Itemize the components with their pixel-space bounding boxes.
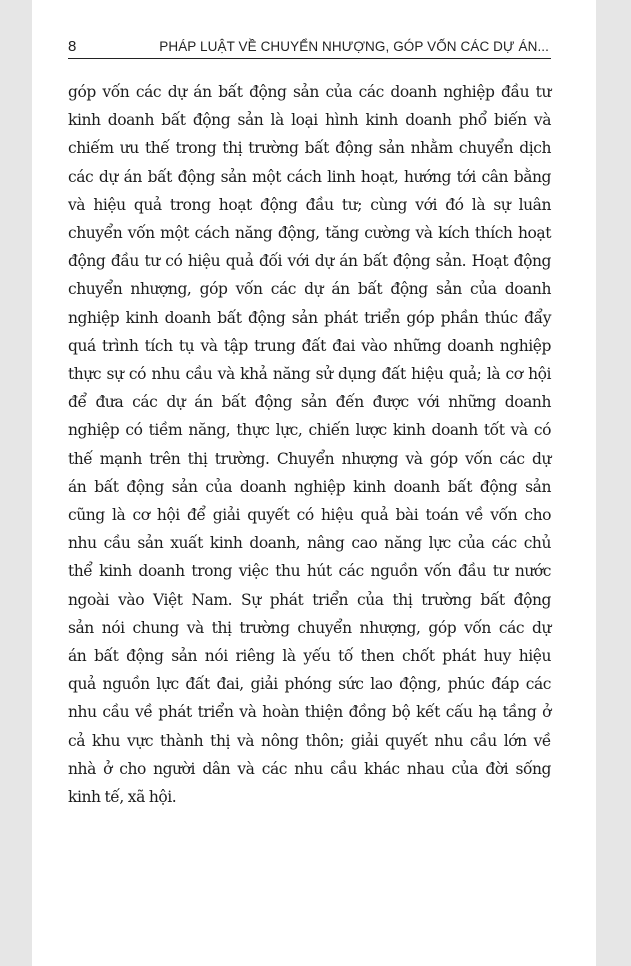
text-line: góp vốn các dự án bất động sản của các doanh nghiệp đầu tư xyxy=(68,83,551,101)
text-line: cả khu vực thành thị và nông thôn; giải quyết nhu cầu lớn về xyxy=(68,731,551,750)
text-line: nhu cầu về phát triển và hoàn thiện đồng bộ kết cấu hạ tầng ở xyxy=(68,703,551,722)
text-line: để đưa các dự án bất động sản đến được với những doanh xyxy=(68,393,551,412)
text-line: cũng là cơ hội để giải quyết có hiệu quả bài toán về vốn cho xyxy=(68,506,551,525)
text-line: nghiệp kinh doanh bất động sản phát triển góp phần thúc đẩy xyxy=(68,308,551,327)
text-line: chuyển vốn một cách năng động, tăng cường và kích thích hoạt xyxy=(68,224,551,243)
text-line: động đầu tư có hiệu quả đối với dự án bất động sản. Hoạt động xyxy=(68,252,551,271)
text-line: và hiệu quả trong hoạt động đầu tư; cùng với đó là sự luân xyxy=(68,195,551,214)
text-line: án bất động sản nói riêng là yếu tố then chốt phát huy hiệu xyxy=(68,647,551,666)
body-paragraph xyxy=(68,78,551,811)
text-line: chuyển nhượng, góp vốn các dự án bất động sản của doanh xyxy=(68,280,551,299)
book-page xyxy=(32,0,596,966)
text-line: sản nói chung và thị trường chuyển nhượng, góp vốn các dự xyxy=(68,618,551,637)
running-title: PHÁP LUẬT VỀ CHUYỂN NHƯỢNG, GÓP VỐN CÁC DỰ ÁN... xyxy=(159,39,549,54)
text-line: nghiệp có tiềm năng, thực lực, chiến lược kinh doanh tốt và có xyxy=(68,421,551,440)
text-line: chiếm ưu thế trong thị trường bất động sản nhằm chuyển dịch xyxy=(68,139,551,158)
text-line: nhà ở cho người dân và các nhu cầu khác nhau của đời sống xyxy=(68,759,551,778)
text-line: thực sự có nhu cầu và khả năng sử dụng đất hiệu quả; là cơ hội xyxy=(68,365,551,384)
text-line: thế mạnh trên thị trường. Chuyển nhượng và góp vốn các dự xyxy=(68,449,551,468)
text-line: các dự án bất động sản một cách linh hoạt, hướng tới cân bằng xyxy=(68,167,551,186)
text-line-last: kinh tế, xã hội. xyxy=(68,788,177,807)
running-header xyxy=(68,36,551,59)
text-line: ngoài vào Việt Nam. Sự phát triển của thị trường bất động xyxy=(68,590,551,609)
text-line: thể kinh doanh trong việc thu hút các nguồn vốn đầu tư nước xyxy=(68,562,551,581)
text-line: kinh doanh bất động sản là loại hình kinh doanh phổ biến và xyxy=(68,111,551,130)
page-number: 8 xyxy=(68,38,77,55)
text-line: quá trình tích tụ và tập trung đất đai vào những doanh nghiệp xyxy=(68,336,551,355)
text-line: án bất động sản của doanh nghiệp kinh doanh bất động sản xyxy=(68,477,551,496)
text-line: nhu cầu sản xuất kinh doanh, nâng cao năng lực của các chủ xyxy=(68,534,551,553)
text-line: quả nguồn lực đất đai, giải phóng sức lao động, phúc đáp các xyxy=(68,675,551,694)
